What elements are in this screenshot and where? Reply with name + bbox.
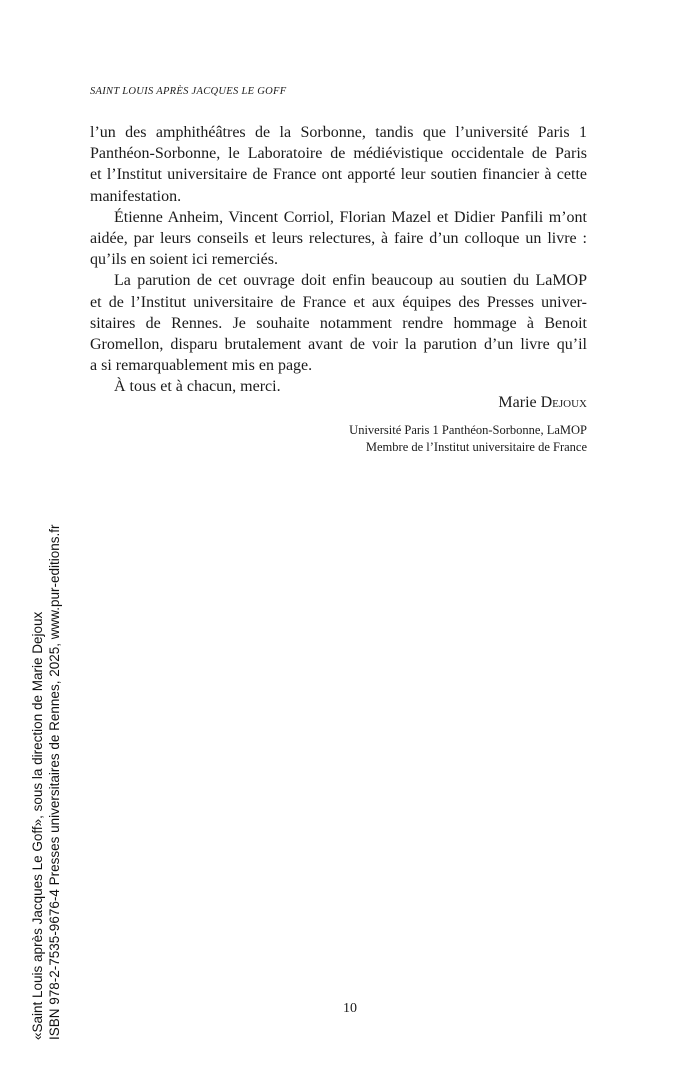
text-line: manifestation. bbox=[90, 187, 182, 205]
affiliation bbox=[349, 422, 587, 456]
affiliation-line: Membre de l’Institut universitaire de France bbox=[365, 440, 587, 454]
text-line: l’un des amphithéâtres de la Sorbonne, tandis que l’université Paris 1 bbox=[90, 124, 587, 141]
text-line: et l’Institut universitaire de France ont apporté leur soutien financier à cette bbox=[90, 166, 587, 184]
page-number: 10 bbox=[343, 1001, 357, 1016]
paragraph bbox=[90, 270, 587, 376]
affiliation-line: Université Paris 1 Panthéon-Sorbonne, LaMOP bbox=[349, 423, 587, 437]
text-line: aidée, par leurs conseils et leurs relectures, à faire d’un colloque un livre : bbox=[90, 230, 587, 248]
text-line: Panthéon-Sorbonne, le Laboratoire de médiévistique occidentale de Paris bbox=[90, 145, 587, 163]
running-head: SAINT LOUIS APRÈS JACQUES LE GOFF bbox=[90, 86, 287, 97]
text-line: La parution de cet ouvrage doit enfin beaucoup au soutien du LaMOP bbox=[114, 272, 587, 290]
signature-first-name: Marie bbox=[498, 394, 537, 411]
signature bbox=[498, 394, 587, 412]
signature-last-name: Dejoux bbox=[540, 394, 587, 411]
side-credit bbox=[29, 524, 63, 1040]
text-line: sitaires de Rennes. Je souhaite notamment rendre hommage à Benoit bbox=[90, 314, 587, 332]
paragraph bbox=[90, 122, 587, 207]
text-line: Gromellon, disparu brutalement avant de voir la parution d’un livre qu’il bbox=[90, 336, 587, 354]
side-credit-line: «Saint Louis après Jacques Le Goff», sous la direction de Marie Dejoux bbox=[30, 611, 45, 1040]
side-credit-line: ISBN 978-2-7535-9676-4 Presses universitaires de Rennes, 2025, www.pur-editions.fr bbox=[47, 524, 62, 1040]
text-line: À tous et à chacun, merci. bbox=[114, 378, 281, 396]
body-text bbox=[90, 122, 587, 398]
paragraph bbox=[90, 207, 587, 271]
text-line: qu’ils en soient ici remerciés. bbox=[90, 251, 278, 269]
text-line: Étienne Anheim, Vincent Corriol, Florian Mazel et Didier Panfili m’ont bbox=[114, 208, 587, 226]
text-line: a si remarquablement mis en page. bbox=[90, 357, 313, 375]
text-line: et de l’Institut universitaire de France et aux équipes des Presses univer- bbox=[90, 293, 587, 311]
